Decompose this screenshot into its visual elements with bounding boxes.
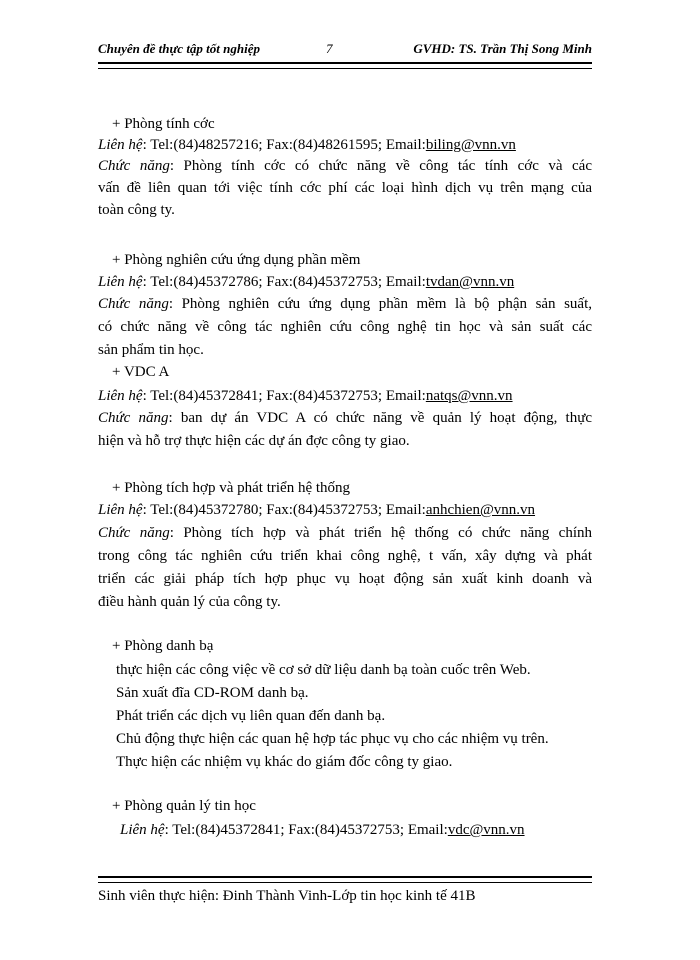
email-link[interactable]: tvdan@vnn.vn [425, 274, 515, 290]
list-item: thực hiện các công việc về cơ sở dữ liệu danh bạ toàn cuốc trên Web. [116, 662, 531, 678]
contact-label: Liên hệ [98, 274, 143, 290]
list-item: Chủ động thực hiện các quan hệ hợp tác phục vụ cho các nhiệm vụ trên. [116, 731, 549, 747]
page-footer: Sinh viên thực hiện: Đinh Thành Vinh-Lớp tin học kinh tế 41B [98, 888, 476, 904]
list-item: Sản xuất đĩa CD-ROM danh bạ. [116, 685, 309, 701]
function-label: Chức năng [98, 296, 169, 312]
function-line: điều hành quản lý của công ty. [98, 594, 281, 610]
contact-line [98, 272, 514, 292]
header-page-number: 7 [326, 41, 333, 56]
section-title: + Phòng danh bạ [112, 638, 214, 654]
section-title: + VDC A [112, 364, 170, 380]
email-link[interactable]: biling@vnn.vn [425, 137, 516, 153]
function-text: : ban dự án VDC A có chức năng về quản lý hoạt động, thực [168, 410, 593, 426]
contact-line [120, 820, 525, 840]
contact-line [98, 386, 513, 406]
contact-line [98, 135, 516, 155]
contact-label: Liên hệ [98, 137, 143, 153]
function-line: hiện và hỗ trợ thực hiện các dự án đợc công ty giao. [98, 433, 410, 449]
email-link[interactable]: anhchien@vnn.vn [425, 502, 536, 518]
email-link[interactable]: vdc@vnn.vn [447, 822, 525, 838]
email-link[interactable]: natqs@vnn.vn [425, 388, 513, 404]
function-line: toàn công ty. [98, 202, 175, 218]
contact-text: : Tel:(84)45372786; Fax:(84)45372753; Email: [142, 274, 426, 290]
contact-label: Liên hệ [120, 822, 165, 838]
header-rule [98, 62, 592, 69]
function-line: có chức năng về công tác nghiên cứu công nghệ tin học và sản suất các [98, 319, 592, 335]
function-line [98, 523, 592, 543]
header-supervisor: GVHD: TS. Trần Thị Song Minh [413, 41, 592, 56]
section-title: + Phòng nghiên cứu ứng dụng phần mềm [112, 252, 361, 268]
contact-line [98, 500, 535, 520]
function-label: Chức năng [98, 525, 170, 541]
function-line: trong công tác nghiên cứu triển khai công nghệ, t vấn, xây dựng và phát [98, 548, 592, 564]
function-text: : Phòng nghiên cứu ứng dụng phần mềm là bộ phận sản suất, [168, 296, 593, 312]
contact-label: Liên hệ [98, 388, 143, 404]
contact-text: : Tel:(84)48257216; Fax:(84)48261595; Email: [142, 137, 426, 153]
header-document-title: Chuyên đề thực tập tốt nghiệp [98, 41, 260, 56]
contact-text: : Tel:(84)45372780; Fax:(84)45372753; Email: [142, 502, 426, 518]
function-text: : Phòng tích hợp và phát triển hệ thống có chức năng chính [169, 525, 593, 541]
function-line: triển các giải pháp tích hợp phục vụ hoạt động sản xuất kinh doanh và [98, 571, 592, 587]
function-label: Chức năng [98, 410, 169, 426]
function-line: vấn đề liên quan tới việc tính cớc phí các loại hình dịch vụ trên mạng của [98, 180, 592, 196]
contact-label: Liên hệ [98, 502, 143, 518]
function-text: : Phòng tính cớc có chức năng về công tác tính cớc và các [169, 158, 592, 174]
section-title: + Phòng quản lý tin học [112, 798, 256, 814]
footer-rule [98, 876, 592, 883]
list-item: Thực hiện các nhiệm vụ khác do giám đốc công ty giao. [116, 754, 453, 770]
function-line [98, 156, 592, 176]
contact-text: : Tel:(84)45372841; Fax:(84)45372753; Email: [142, 388, 426, 404]
contact-text: : Tel:(84)45372841; Fax:(84)45372753; Email: [164, 822, 448, 838]
function-label: Chức năng [98, 158, 170, 174]
function-line [98, 408, 592, 428]
function-line: sản phẩm tin học. [98, 342, 204, 358]
list-item: Phát triển các dịch vụ liên quan đến danh bạ. [116, 708, 386, 724]
function-line [98, 294, 592, 314]
section-title: + Phòng tính cớc [112, 116, 215, 132]
section-title: + Phòng tích hợp và phát triển hệ thống [112, 480, 351, 496]
